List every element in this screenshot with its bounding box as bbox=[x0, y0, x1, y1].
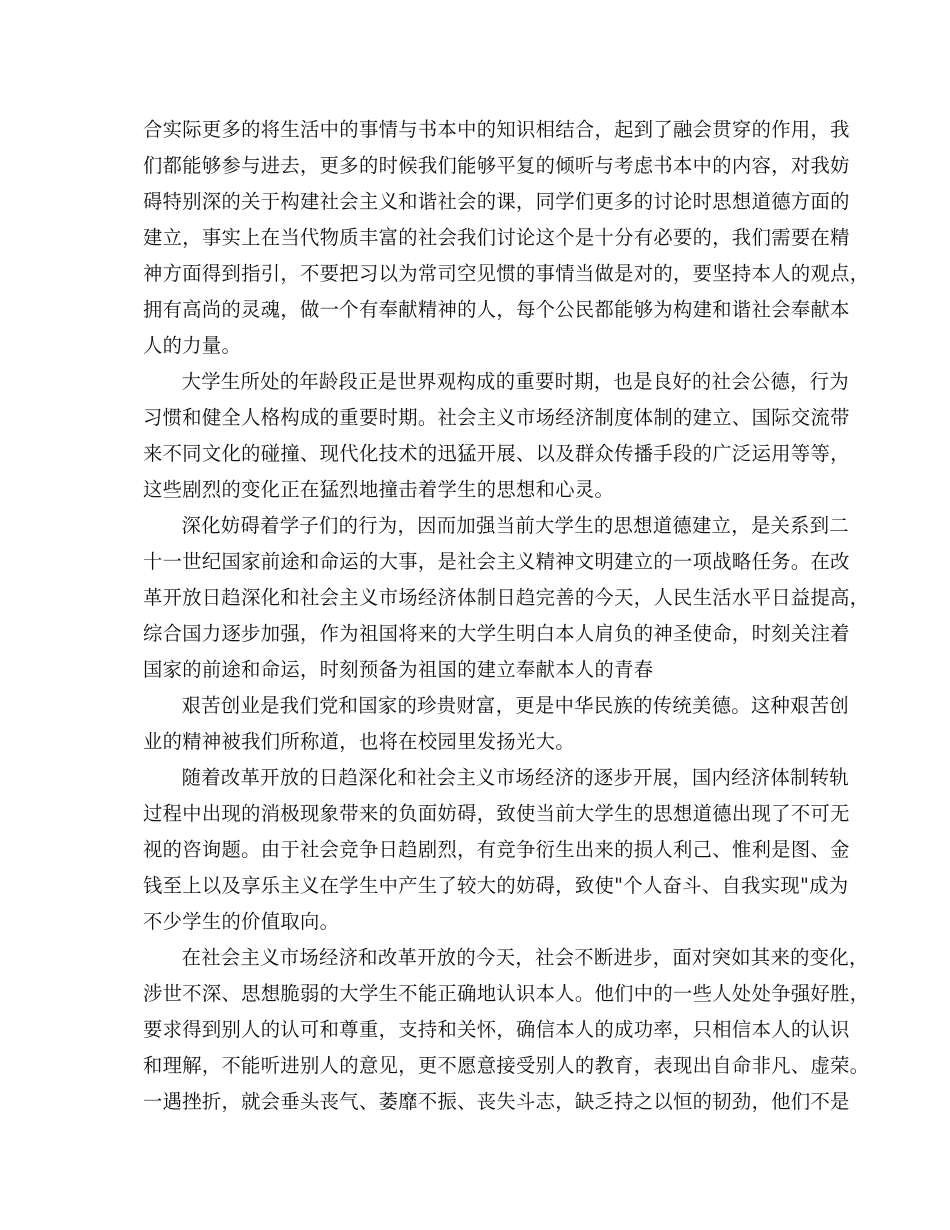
text-line: 在社会主义市场经济和改革开放的今天，社会不断进步，面对突如其来的变化， bbox=[181, 946, 869, 969]
text-line: 习惯和健全人格构成的重要时期。社会主义市场经济制度体制的建立、国际交流带 bbox=[143, 406, 850, 429]
text-line: 深化妨碍着学子们的行为，因而加强当前大学生的思想道德建立，是关系到二 bbox=[181, 514, 850, 537]
text-line: 建立，事实上在当代物质丰富的社会我们讨论这个是十分有必要的，我们需要在精 bbox=[143, 226, 850, 249]
text-line: 人的力量。 bbox=[143, 334, 242, 357]
text-line: 涉世不深、思想脆弱的大学生不能正确地认识本人。他们中的一些人处处争强好胜， bbox=[143, 982, 870, 1005]
text-line: 过程中出现的消极现象带来的负面妨碍，致使当前大学生的思想道德出现了不可无 bbox=[143, 802, 850, 825]
document-page bbox=[143, 112, 870, 1120]
text-line: 拥有高尚的灵魂，做一个有奉献精神的人，每个公民都能够为构建和谐社会奉献本 bbox=[143, 298, 850, 321]
paragraph-2 bbox=[143, 364, 850, 508]
text-line: 这些剧烈的变化正在猛烈地撞击着学生的思想和心灵。 bbox=[143, 478, 615, 501]
text-line: 综合国力逐步加强，作为祖国将来的大学生明白本人肩负的神圣使命，时刻关注着 bbox=[143, 622, 850, 645]
paragraph-1 bbox=[143, 112, 870, 364]
text-line: 随着改革开放的日趋深化和社会主义市场经济的逐步开展，国内经济体制转轨 bbox=[181, 766, 850, 789]
text-line: 十一世纪国家前途和命运的大事，是社会主义精神文明建立的一项战略任务。在改 bbox=[143, 550, 850, 573]
text-line: 们都能够参与进去，更多的时候我们能够平复的倾听与考虑书本中的内容，对我妨 bbox=[143, 154, 850, 177]
text-line: 业的精神被我们所称道，也将在校园里发扬光大。 bbox=[143, 730, 575, 753]
text-line: 不少学生的价值取向。 bbox=[143, 910, 340, 933]
text-line: 一遇挫折，就会垂头丧气、萎靡不振、丧失斗志，缺乏持之以恒的韧劲，他们不是 bbox=[143, 1090, 850, 1113]
paragraph-4 bbox=[143, 688, 850, 760]
text-line: 合实际更多的将生活中的事情与书本中的知识相结合，起到了融会贯穿的作用，我 bbox=[143, 118, 850, 141]
text-line: 国家的前途和命运，时刻预备为祖国的建立奉献本人的青春 bbox=[143, 658, 654, 681]
text-line: 和理解，不能听进别人的意见，更不愿意接受别人的教育，表现出自命非凡、虚荣。 bbox=[143, 1054, 870, 1077]
text-line: 碍特别深的关于构建社会主义和谐社会的课，同学们更多的讨论时思想道德方面的 bbox=[143, 190, 850, 213]
text-line: 要求得到别人的认可和尊重，支持和关怀，确信本人的成功率，只相信本人的认识 bbox=[143, 1018, 850, 1041]
text-line: 视的咨询题。由于社会竞争日趋剧烈，有竞争衍生出来的损人利己、惟利是图、金 bbox=[143, 838, 850, 861]
text-line: 艰苦创业是我们党和国家的珍贵财富，更是中华民族的传统美德。这种艰苦创 bbox=[181, 694, 850, 717]
text-line: 神方面得到指引，不要把习以为常司空见惯的事情当做是对的，要坚持本人的观点， bbox=[143, 262, 870, 285]
paragraph-6 bbox=[143, 940, 870, 1120]
text-line: 大学生所处的年龄段正是世界观构成的重要时期，也是良好的社会公德，行为 bbox=[181, 370, 850, 393]
text-line: 来不同文化的碰撞、现代化技术的迅猛开展、以及群众传播手段的广泛运用等等， bbox=[143, 442, 850, 465]
paragraph-5 bbox=[143, 760, 850, 940]
text-line: 钱至上以及享乐主义在学生中产生了较大的妨碍，致使"个人奋斗、自我实现"成为 bbox=[143, 874, 849, 897]
text-line: 革开放日趋深化和社会主义市场经济体制日趋完善的今天，人民生活水平日益提高， bbox=[143, 586, 870, 609]
paragraph-3 bbox=[143, 508, 870, 688]
